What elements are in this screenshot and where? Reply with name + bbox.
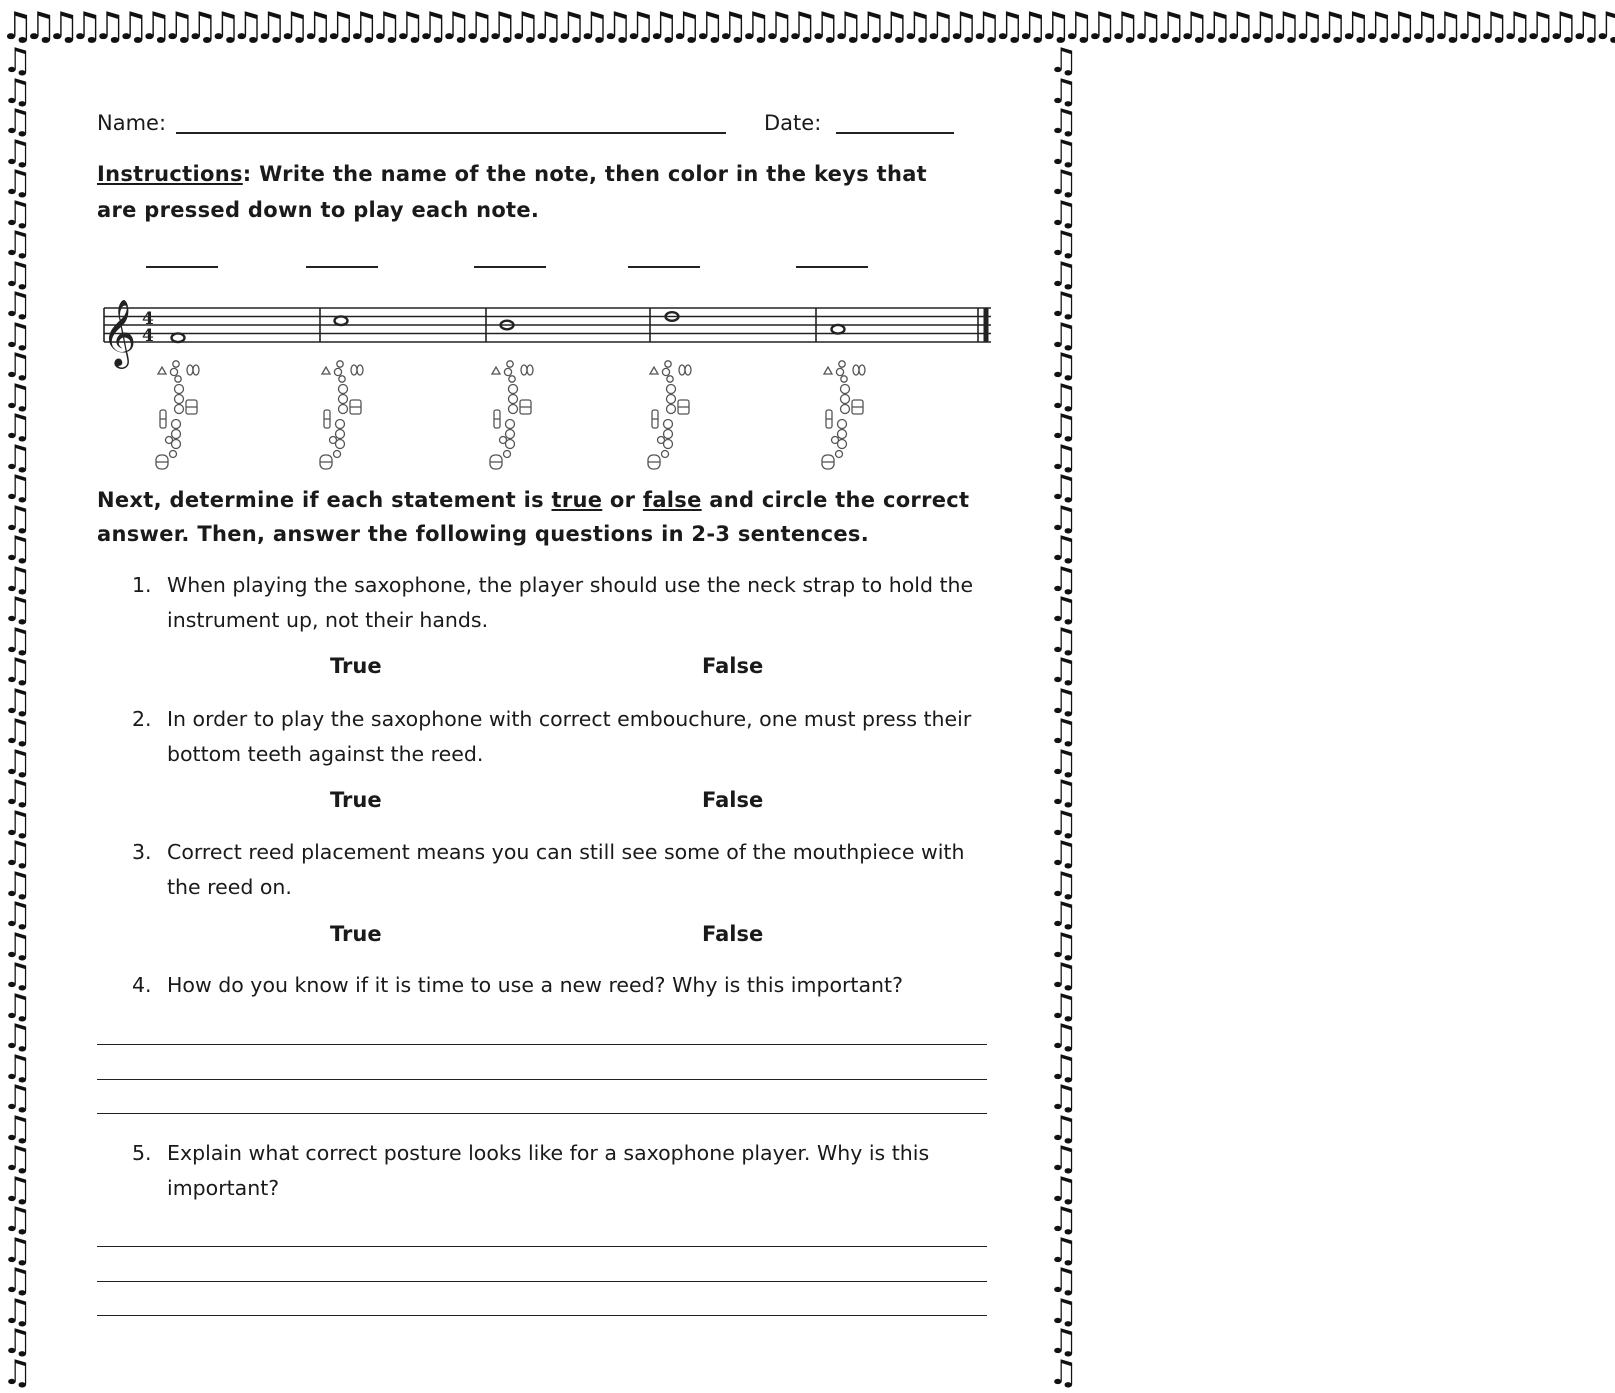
date-field[interactable] <box>836 132 954 134</box>
fingering-chart-3[interactable] <box>490 361 533 469</box>
q2-true-option[interactable]: True <box>330 788 382 812</box>
q4-answer-line-3[interactable] <box>97 1113 987 1114</box>
q3-true-option[interactable]: True <box>330 922 382 946</box>
q5-answer-line-1[interactable] <box>97 1246 987 1247</box>
next-false-word: false <box>642 488 702 512</box>
note-name-blank-3[interactable] <box>474 266 546 268</box>
whole-note-a <box>832 325 845 334</box>
music-staff <box>96 290 996 480</box>
question-1-text: When playing the saxophone, the player should use the neck strap to hold the instrument up, not their hands. <box>167 573 974 632</box>
next-true-word: true <box>551 488 603 512</box>
note-name-blank-2[interactable] <box>306 266 378 268</box>
question-5-text: Explain what correct posture looks like for a saxophone player. Why is this important? <box>167 1141 930 1200</box>
staff-lines <box>104 308 991 342</box>
time-signature-bottom: 4 <box>142 326 154 346</box>
question-3-number: 3. <box>132 840 152 864</box>
instructions <box>97 156 957 228</box>
time-signature-top: 4 <box>142 309 154 329</box>
question-2-text: In order to play the saxophone with correct embouchure, one must press their bottom teeth against the reed. <box>167 707 972 766</box>
q1-false-option[interactable]: False <box>702 654 764 678</box>
q5-answer-line-3[interactable] <box>97 1315 987 1316</box>
q4-answer-line-1[interactable] <box>97 1044 987 1045</box>
date-label: Date: <box>764 111 822 135</box>
name-label: Name: <box>97 111 167 135</box>
question-2-number: 2. <box>132 707 152 731</box>
name-field[interactable] <box>176 132 726 134</box>
instructions-heading: Instructions <box>97 162 243 186</box>
question-5-number: 5. <box>132 1141 152 1165</box>
question-4-text: How do you know if it is time to use a new reed? Why is this important? <box>167 973 903 997</box>
q3-false-option[interactable]: False <box>702 922 764 946</box>
music-note-border-right: ♫ ♫ ♫ ♫ ♫ ♫ ♫ ♫ ♫ ♫ ♫ ♫ ♫ ♫ ♫ ♫ ♫ ♫ ♫ ♫ ♫ ♫ ♫ ♫ ♫ ♫ ♫ ♫ ♫ ♫ ♫ ♫ ♫ ♫ ♫ ♫ ♫ ♫ ♫ ♫ ♫ ♫ ♫ ♫ <box>1048 41 1079 1393</box>
treble-clef-icon: 𝄞 <box>102 298 137 366</box>
fingering-chart-5[interactable] <box>822 361 865 469</box>
next-text-3: and circle the correct answer. Then, answer the following questions in 2-3 sentences. <box>97 488 970 546</box>
true-false-instructions <box>97 483 977 551</box>
instructions-text: : Write the name of the note, then color in the keys that are pressed down to play each note. <box>97 162 927 222</box>
fingering-chart-2[interactable] <box>320 361 363 469</box>
fingering-chart-1[interactable] <box>156 361 199 469</box>
whole-note-c <box>335 316 348 325</box>
q1-true-option[interactable]: True <box>330 654 382 678</box>
note-name-blank-5[interactable] <box>796 266 868 268</box>
note-name-blank-1[interactable] <box>146 266 218 268</box>
question-4-number: 4. <box>132 973 152 997</box>
q2-false-option[interactable]: False <box>702 788 764 812</box>
whole-note-g <box>172 333 185 342</box>
q5-answer-line-2[interactable] <box>97 1281 987 1282</box>
question-1-number: 1. <box>132 573 152 597</box>
next-text-1: Next, determine if each statement is <box>97 488 552 512</box>
next-text-2: or <box>602 488 643 512</box>
fingering-chart-4[interactable] <box>648 361 691 469</box>
q4-answer-line-2[interactable] <box>97 1079 987 1080</box>
note-name-blank-4[interactable] <box>628 266 700 268</box>
music-note-border-top: ♫♫♫♫♫♫♫♫♫♫♫♫♫♫♫♫♫♫♫♫♫♫♫♫♫♫♫♫♫♫♫♫♫♫♫♫♫♫♫♫♫♫♫♫♫♫♫♫♫♫♫♫♫♫♫♫♫♫♫♫♫♫♫♫♫♫♫♫♫♫ <box>0 4 1615 48</box>
question-3-text: Correct reed placement means you can still see some of the mouthpiece with the reed on. <box>167 840 965 899</box>
music-note-border-left: ♫ ♫ ♫ ♫ ♫ ♫ ♫ ♫ ♫ ♫ ♫ ♫ ♫ ♫ ♫ ♫ ♫ ♫ ♫ ♫ ♫ ♫ ♫ ♫ ♫ ♫ ♫ ♫ ♫ ♫ ♫ ♫ ♫ ♫ ♫ ♫ ♫ ♫ ♫ ♫ ♫ ♫ ♫ ♫ <box>2 41 33 1393</box>
